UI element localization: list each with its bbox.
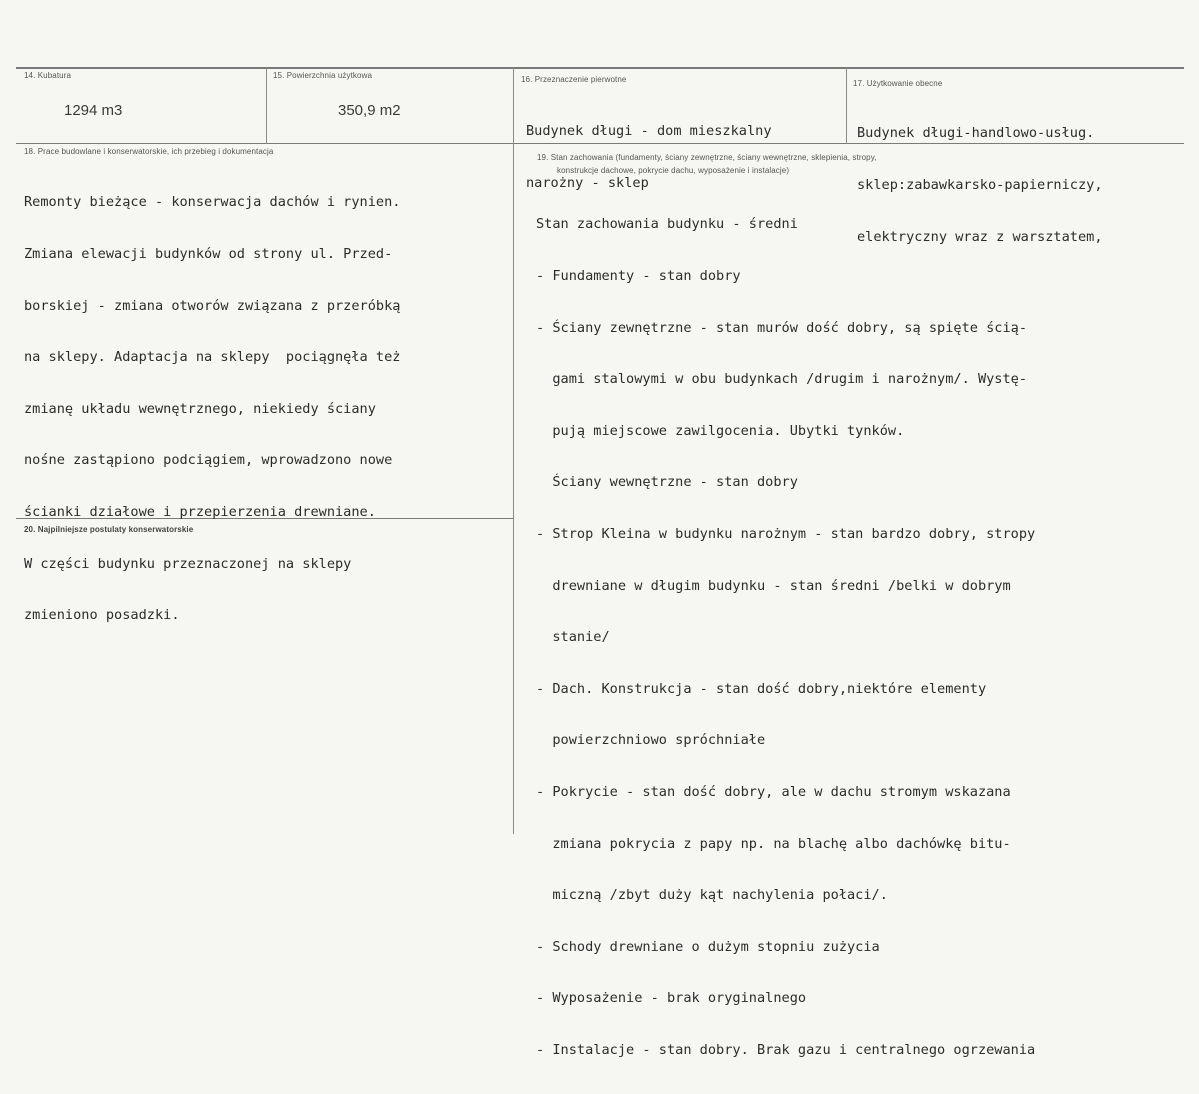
divider-18-19 xyxy=(513,144,514,834)
field-17-line: elektryczny wraz z warsztatem, xyxy=(857,228,1103,245)
field-14-label: 14. Kubatura xyxy=(24,71,72,80)
field-19-text xyxy=(536,182,1035,1094)
field-19-line: miczną /zbyt duży kąt nachylenia połaci/. xyxy=(536,887,888,904)
field-15-label: 15. Powierzchnia użytkowa xyxy=(273,71,372,80)
field-19-line: Ściany wewnętrzne - stan dobry xyxy=(536,474,798,491)
field-16-line: narożny - sklep xyxy=(526,175,649,191)
top-rule xyxy=(16,67,1184,69)
field-19-label-line1: 19. Stan zachowania (fundamenty, ściany zewnętrzne, ściany wewnętrzne, sklepienia, stropy, xyxy=(537,153,877,162)
field-19-line: - Wyposażenie - brak oryginalnego xyxy=(536,990,807,1007)
field-18-line: W części budynku przeznaczonej na sklepy xyxy=(24,555,352,572)
field-18-line: nośne zastąpiono podciągiem, wprowadzono nowe xyxy=(24,452,393,469)
field-18-text xyxy=(24,160,400,659)
field-18-line: na sklepy. Adaptacja na sklepy pociągnęła też xyxy=(24,349,401,366)
field-18-line: ścianki działowe i przepierzenia drewniane. xyxy=(24,503,376,520)
field-16-label: 16. Przeznaczenie pierwotne xyxy=(521,75,627,84)
field-19-line: - Pokrycie - stan dość dobry, ale w dachu stromym wskazana xyxy=(536,783,1011,800)
field-19-line: powierzchniowo spróchniałe xyxy=(536,732,766,749)
divider-15-16 xyxy=(513,68,514,144)
field-15-value: 350,9 m2 xyxy=(338,102,401,119)
field-19-line: drewniane w długim budynku - stan średni /belki w dobrym xyxy=(536,577,1011,594)
field-19-label-line2: konstrukcje dachowe, pokrycie dachu, wyposażenie i instalacje) xyxy=(557,166,790,175)
divider-14-15 xyxy=(266,68,267,144)
field-19-line: stanie/ xyxy=(536,629,610,646)
field-18-line: borskiej - zmiana otworów związana z przeróbką xyxy=(24,297,401,314)
divider-16-17 xyxy=(846,68,847,144)
field-19-line: zmiana pokrycia z papy np. na blachę albo dachówkę bitu- xyxy=(536,835,1011,852)
field-18-line: zmianę układu wewnętrznego, niekiedy ściany xyxy=(24,400,376,417)
field-19-line: - Dach. Konstrukcja - stan dość dobry,niektóre elementy xyxy=(536,680,987,697)
field-16-line: Budynek długi - dom mieszkalny xyxy=(526,123,772,140)
field-19-line: - Strop Kleina w budynku narożnym - stan bardzo dobry, stropy xyxy=(536,525,1036,542)
field-19-line: pują miejscowe zawilgocenia. Ubytki tynków. xyxy=(536,422,905,439)
field-19-line: - Instalacje - stan dobry. Brak gazu i centralnego ogrzewania xyxy=(536,1041,1036,1058)
field-17-label: 17. Użytkowanie obecne xyxy=(853,79,943,88)
field-19-line: - Fundamenty - stan dobry xyxy=(536,268,741,284)
field-19-line: - Ściany zewnętrzne - stan murów dość dobry, są spięte ścią- xyxy=(536,319,1028,336)
field-19-line: gami stalowymi w obu budynkach /drugim i narożnym/. Wystę- xyxy=(536,371,1028,388)
field-18-line: Remonty bieżące - konserwacja dachów i rynien. xyxy=(24,194,401,211)
field-18-line: Zmiana elewacji budynków od strony ul. Przed- xyxy=(24,246,393,262)
field-19-line: - Schody drewniane o dużym stopniu zużycia xyxy=(536,938,880,955)
field-18-label: 18. Prace budowlane i konserwatorskie, ich przebieg i dokumentacja xyxy=(24,147,274,156)
field-19-line: Stan zachowania budynku - średni xyxy=(536,216,798,233)
field-17-line: Budynek długi-handlowo-usług. xyxy=(857,125,1095,142)
field-14-value: 1294 m3 xyxy=(64,102,123,119)
field-17-line: sklep:zabawkarsko-papierniczy, xyxy=(857,177,1103,193)
field-20-label: 20. Najpilniejsze postulaty konserwatorskie xyxy=(24,525,194,534)
field-18-line: zmieniono posadzki. xyxy=(24,607,180,624)
